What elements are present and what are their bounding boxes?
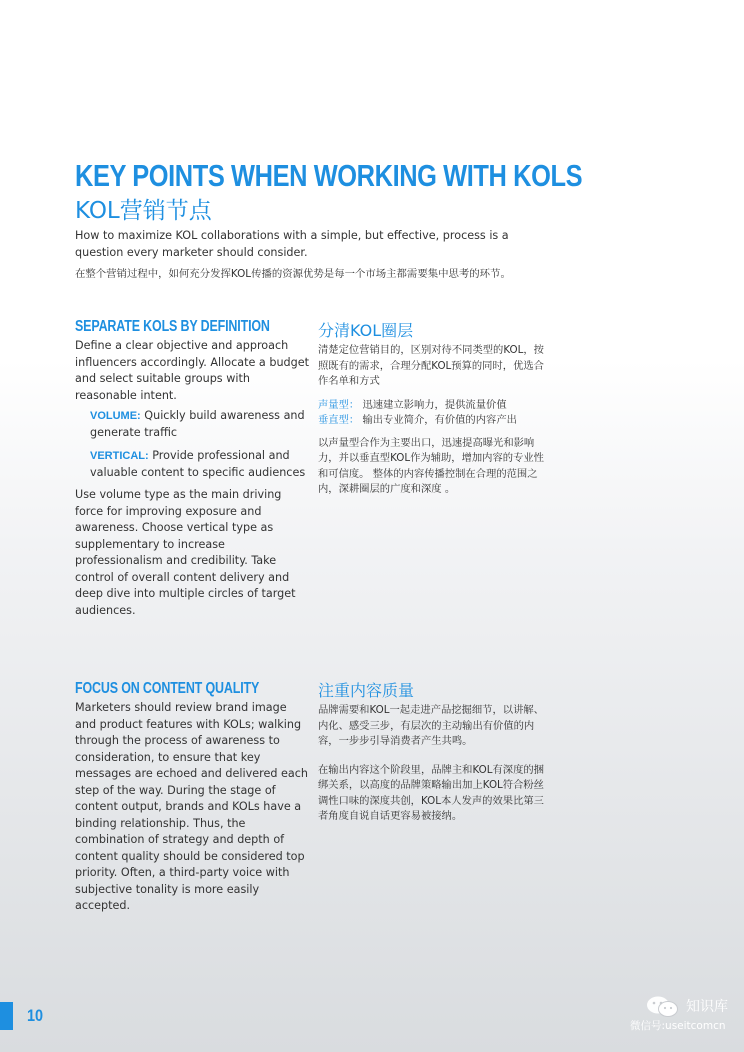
section-body-cn: 以声量型合作为主要出口，迅速提高曝光和影响力，并以垂直型KOL作为辅助，增加内容的专业性和可信度。 整体的内容传播控制在合理的范围之内，深耕圈层的广度和深度 。: [318, 436, 544, 495]
volume-text-cn: 迅速建立影响力，提供流量价值: [362, 398, 507, 411]
section-body-cn-1: 品牌需要和KOL一起走进产品挖掘细节，以讲解、内化、感受三步，有层次的主动输出有价值的内容，一步步引导消费者产生共鸣。: [318, 704, 544, 747]
watermark-id: 微信号:useitcomcn: [630, 1020, 726, 1032]
section-separate-kols-cn: [318, 318, 550, 498]
intro-text-cn: 在整个营销过程中，如何充分发挥KOL传播的资源优势是每一个市场主都需要集中思考的环节。: [75, 268, 511, 280]
page-title-en: KEY POINTS WHEN WORKING WITH KOLS: [75, 158, 583, 193]
vertical-text: Provide professional and valuable content to specific audiences: [90, 449, 306, 479]
section-intro-cn: 清楚定位营销目的，区别对待不同类型的KOL，按照既有的需求，合理分配KOL预算的同时，优选合作名单和方式: [318, 344, 544, 387]
vertical-text-cn: 输出专业简介，有价值的内容产出: [362, 414, 517, 426]
volume-label-cn: 声量型：: [318, 398, 360, 411]
section-heading-cn: 注重内容质量: [318, 681, 415, 700]
volume-label: VOLUME:: [90, 410, 141, 422]
intro-text-en: How to maximize KOL collaborations with a simple, but effective, process is a question every marketer should consider.: [75, 229, 509, 259]
watermark: [630, 992, 740, 1032]
section-content-quality-en: [75, 680, 309, 915]
section-intro-en: Define a clear objective and approach influencers accordingly. Allocate a budget and select suitable groups with reasonable intent.: [75, 339, 310, 402]
section-separate-kols-en: [75, 318, 309, 619]
section-content-quality-cn: [318, 678, 550, 825]
vertical-label: VERTICAL:: [90, 450, 149, 462]
section-heading-en: SEPARATE KOLS BY DEFINITION: [75, 318, 270, 335]
page-number: 10: [27, 1006, 44, 1025]
watermark-name: 知识库: [686, 999, 728, 1015]
page-title-cn: KOL营销节点: [75, 198, 212, 224]
vertical-point: [90, 448, 309, 481]
section-heading-en: FOCUS ON CONTENT QUALITY: [75, 680, 260, 697]
page-number-bar: [0, 1002, 13, 1030]
volume-point-cn: [318, 398, 550, 414]
section-body-en: Use volume type as the main driving force for improving exposure and awareness. Choose vertical type as supplementary to increase professionalism and credibility. Take control of overall content delivery and deep dive into multiple circles of target audiences.: [75, 488, 296, 617]
vertical-label-cn: 垂直型：: [318, 414, 360, 426]
volume-point: [90, 408, 309, 441]
section-body-en: Marketers should review brand image and product features with KOLs; walking through the process of awareness to consideration, to ensure that key messages are echoed and delivered each step of the way. During the stage of content output, brands and KOLs have a binding relationship. Thus, the combination of strategy and depth of content quality should be considered top priority. Often, a third-party voice with subjective tonality is more easily accepted.: [75, 701, 309, 912]
volume-text: Quickly build awareness and generate traffic: [90, 409, 305, 439]
section-heading-cn: 分清KOL圈层: [318, 321, 414, 340]
vertical-point-cn: [318, 413, 550, 429]
section-body-cn-2: 在输出内容这个阶段里，品牌主和KOL有深度的捆绑关系，以高度的品牌策略输出加上KOL符合粉丝调性口味的深度共创，KOL本人发声的效果比第三者角度自说自话更容易被接纳。: [318, 763, 544, 822]
